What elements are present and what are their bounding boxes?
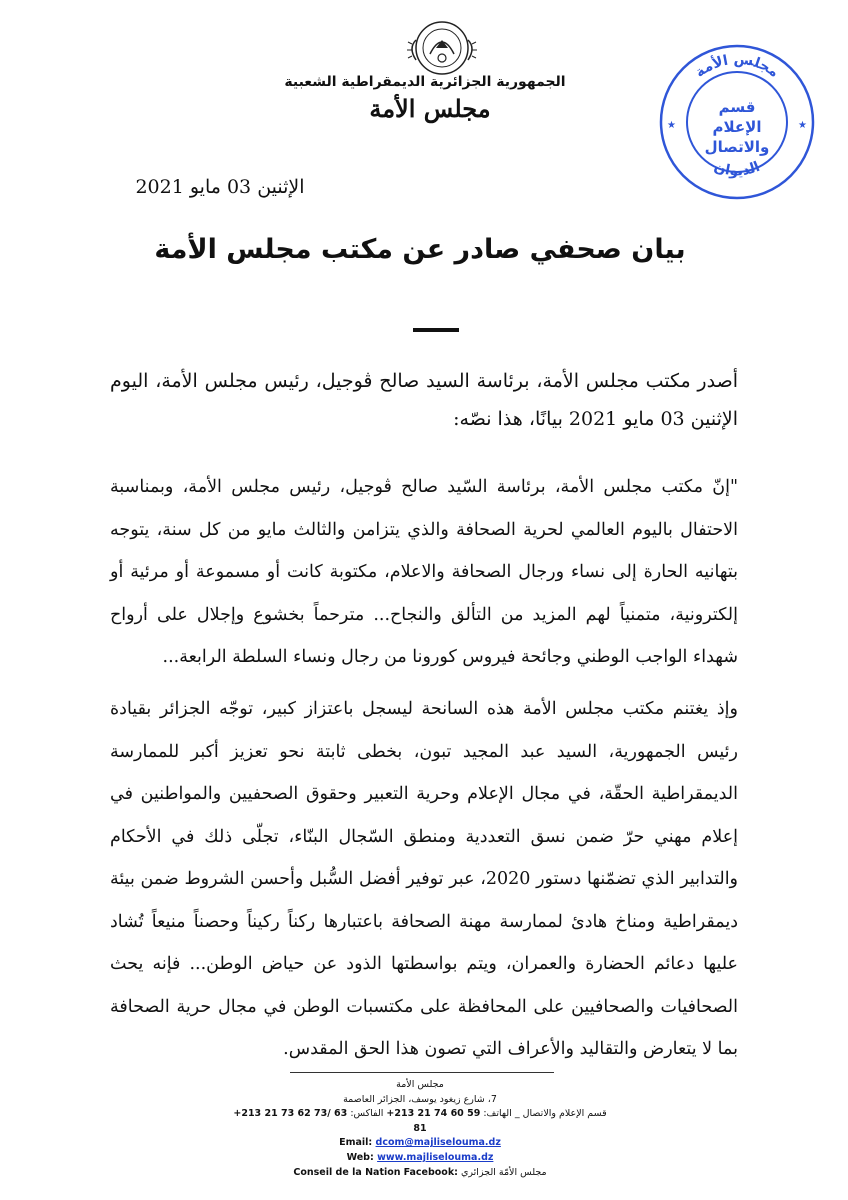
footer-web-label: Web: <box>346 1151 374 1163</box>
footer-divider <box>290 1072 554 1073</box>
footer-address: 7، شارع زيغود يوسف، الجزائر العاصمة <box>343 1093 497 1105</box>
stamp-line-2: الإعلام <box>712 118 762 136</box>
title-divider <box>413 328 459 332</box>
footer-phone-line <box>230 1107 610 1136</box>
footer-name: مجلس الأمة <box>396 1079 444 1090</box>
stamp-star-left-icon: ★ <box>667 120 676 131</box>
footer-fax: +213 21 73 62 73/ 63 81 <box>233 1108 427 1134</box>
page-title: بيان صحفي صادر عن مكتب مجلس الأمة <box>154 234 686 265</box>
footer-phone-label: قسم الإعلام والاتصال _ الهاتف: <box>483 1108 607 1120</box>
republic-heading: الجمهورية الجزائرية الديمقراطية الشعبية <box>284 74 566 90</box>
stamp-star-right-icon: ★ <box>798 120 807 131</box>
footer-email-line <box>230 1136 610 1151</box>
footer-email-link[interactable]: dcom@majliselouma.dz <box>375 1137 501 1149</box>
footer-facebook-arabic: مجلس الأمّة الجزائري <box>460 1166 547 1178</box>
footer-facebook-line <box>230 1166 610 1181</box>
intro-paragraph: أصدر مكتب مجلس الأمة، برئاسة السيد صالح ڤوجيل، رئيس مجلس الأمة، اليوم الإثنين 03 مايو 2021 بيانًا، هذا نصّه: <box>110 370 738 430</box>
national-emblem-icon <box>400 18 484 80</box>
stamp-line-1: قسم <box>718 98 756 116</box>
stamp-line-3: والاتصال <box>704 138 770 156</box>
stamp-top-text: مجلس الأمة <box>692 51 782 81</box>
statement-paragraph-2: وإذ يغتنم مكتب مجلس الأمة هذه السانحة ليسجل باعتزاز كبير، توجّه الجزائر بقيادة رئيس الجمهورية، السيد عبد المجيد تبون، بخطى ثابتة نحو تعزيز أكبر للممارسة الديمقراطية الحقّة، في مجال الإعلام وحرية التعبير وحقوق الصحفيين والمواطنين في إعلام مهني حرّ ضمن نسق التعددية ومنطق السّجال البنّاء، تجلّى ذلك في الأحكام والتدابير الذي تضمّنها دستور 2020، عبر توفير أفضل السُّبل وأحسن الشروط ضمن بيئة ديمقراطية ومناخ هادئ لممارسة مهنة الصحافة باعتبارها ركناً ركيناً وحصناً منيعاً تُشاد عليها دعائم الحضارة والعمران، ويتم بواسطتها الذود عن حياض الوطن... فإنه يحث الصحافيات والصحافيين على المحافظة على مكتسبات الوطن في مجال حرية الصحافة بما لا يتعارض والتقاليد والأعراف التي تصون هذا الحق المقدس. <box>110 699 739 1059</box>
release-date: الإثنين 03 مايو 2021 <box>135 176 305 198</box>
council-heading: مجلس الأمة <box>369 94 491 123</box>
statement-paragraph-1: "إنّ مكتب مجلس الأمة، برئاسة السّيد صالح ڤوجيل، رئيس مجلس الأمة، وبمناسبة الاحتفال باليوم العالمي لحرية الصحافة والذي يتزامن والثالث مايو من كل سنة، يتوجه بتهانيه الحارة إلى نساء ورجال الصحافة والاعلام، مكتوبة كانت أو مسموعة أو مرئية أو إلكترونية، متمنياً لهم المزيد من التألق والنجاح... مترحماً بخشوع وإجلال على أرواح شهداء الواجب الوطني وجائحة فيروس كورونا من رجال ونساء السلطة الرابعة... <box>110 477 738 667</box>
footer-web-link[interactable]: www.majliselouma.dz <box>377 1151 494 1163</box>
footer-web-line <box>230 1151 610 1166</box>
footer-contact-block <box>230 1078 610 1180</box>
footer-fax-label: الفاكس: <box>350 1108 384 1120</box>
footer-facebook-label: Facebook: <box>403 1166 458 1178</box>
footer-facebook-page[interactable]: Conseil de la Nation <box>293 1166 401 1178</box>
footer-phone: +213 21 74 60 59 <box>386 1108 481 1120</box>
footer-email-label: Email: <box>339 1137 373 1149</box>
stamp-bottom-text: الديوان <box>711 158 763 180</box>
information-department-stamp <box>655 40 819 204</box>
